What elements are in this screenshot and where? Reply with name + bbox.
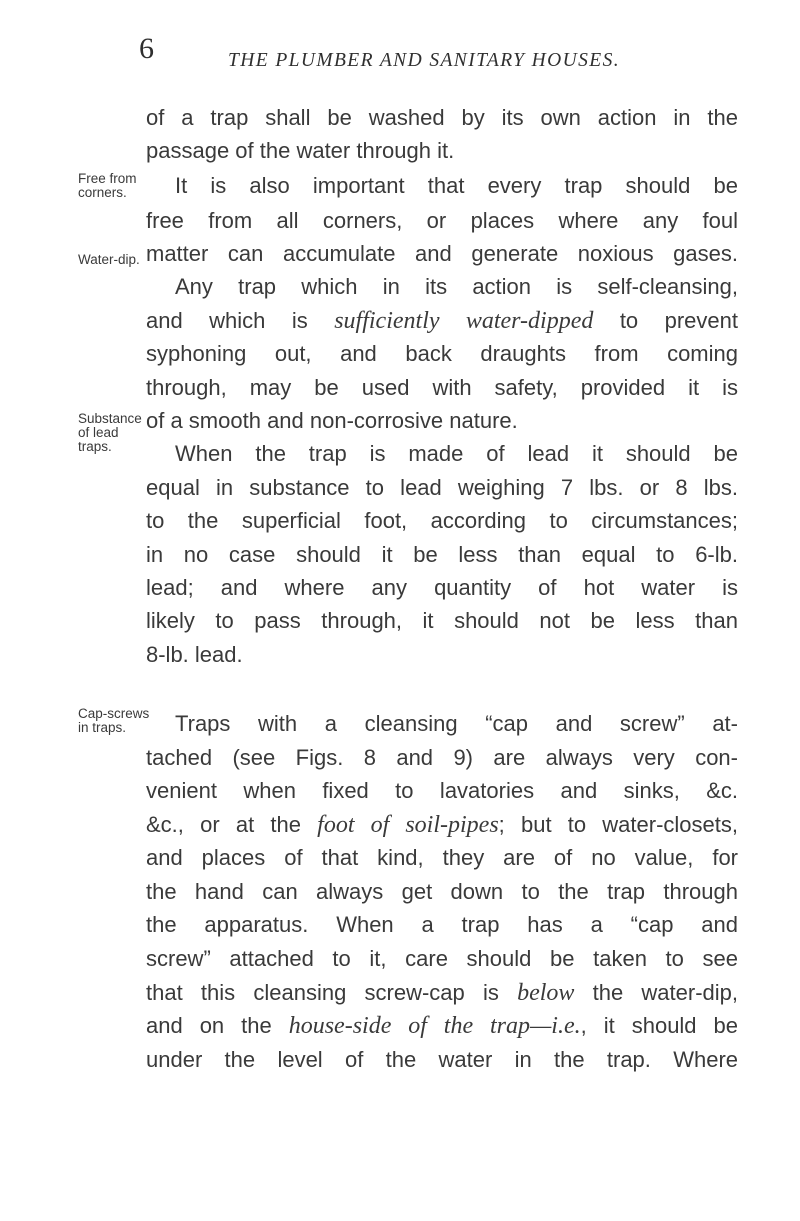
text-run: and on the (146, 1013, 289, 1038)
italic-emphasis: foot of soil-pipes (317, 812, 499, 838)
text-run: and which is (146, 308, 335, 333)
running-head: THE PLUMBER AND SANITARY HOUSES. (228, 50, 621, 71)
margin-note-line: Cap-screws (78, 706, 150, 721)
body-line: to the superficial foot, according to circumstances; (146, 508, 738, 533)
body-line: lead; and where any quantity of hot water is (146, 575, 738, 600)
text-run: that this cleansing screw-cap is (146, 980, 518, 1005)
body-line (146, 1011, 738, 1041)
margin-note-line: of lead (78, 425, 119, 440)
body-line (146, 810, 738, 840)
body-line: likely to pass through, it should not be less than (146, 608, 738, 633)
margin-note-line: corners. (78, 185, 127, 200)
text-run: , it should be (580, 1013, 738, 1038)
margin-note-line: Water-dip. (78, 252, 140, 267)
italic-emphasis: sufficiently water-dipped (334, 308, 594, 334)
body-line: When the trap is made of lead it should be (175, 441, 738, 466)
body-line: the apparatus. When a trap has a “cap and (146, 912, 738, 937)
body-line: screw” attached to it, care should be taken to see (146, 946, 738, 971)
margin-note-cap-screws (78, 707, 156, 735)
body-line: equal in substance to lead weighing 7 lbs. or 8 lbs. (146, 475, 738, 500)
text-run: ; but to water-closets, (498, 812, 738, 837)
body-line: 8-lb. lead. (146, 642, 243, 667)
margin-note-line: traps. (78, 439, 112, 454)
body-line: syphoning out, and back draughts from coming (146, 341, 738, 366)
page-number: 6 (139, 32, 154, 65)
body-line: in no case should it be less than equal to 6-lb. (146, 542, 738, 567)
margin-note-water-dip (78, 253, 156, 267)
body-line: passage of the water through it. (146, 138, 455, 163)
italic-emphasis: below (517, 980, 575, 1006)
body-line (146, 306, 738, 336)
body-line: the hand can always get down to the trap through (146, 879, 738, 904)
body-line: venient when fixed to lavatories and sinks, &c. (146, 778, 738, 803)
margin-note-substance-of-lead-traps (78, 412, 156, 454)
body-line: free from all corners, or places where any foul (146, 208, 738, 233)
text-run: &c., or at the (146, 812, 318, 837)
margin-note-line: Substance (78, 411, 142, 426)
body-line: tached (see Figs. 8 and 9) are always very con- (146, 745, 738, 770)
body-line: of a smooth and non-corrosive nature. (146, 408, 518, 433)
italic-emphasis: house-side of the trap—i.e. (288, 1013, 581, 1039)
margin-note-line: Free from (78, 171, 137, 186)
text-run: to prevent (593, 308, 738, 333)
body-line: Traps with a cleansing “cap and screw” at- (175, 711, 738, 736)
margin-note-line: in traps. (78, 720, 127, 735)
body-line: matter can accumulate and generate noxious gases. (146, 241, 738, 266)
body-line: of a trap shall be washed by its own action in the (146, 105, 738, 130)
text-run: the water-dip, (574, 980, 739, 1005)
margin-note-free-from-corners (78, 172, 156, 200)
body-line: under the level of the water in the trap. Where (146, 1047, 738, 1072)
body-line: Any trap which in its action is self-cleansing, (175, 274, 738, 299)
body-line (146, 978, 738, 1008)
body-line: and places of that kind, they are of no value, for (146, 845, 738, 870)
body-line: through, may be used with safety, provided it is (146, 375, 738, 400)
body-line: It is also important that every trap should be (175, 173, 738, 198)
